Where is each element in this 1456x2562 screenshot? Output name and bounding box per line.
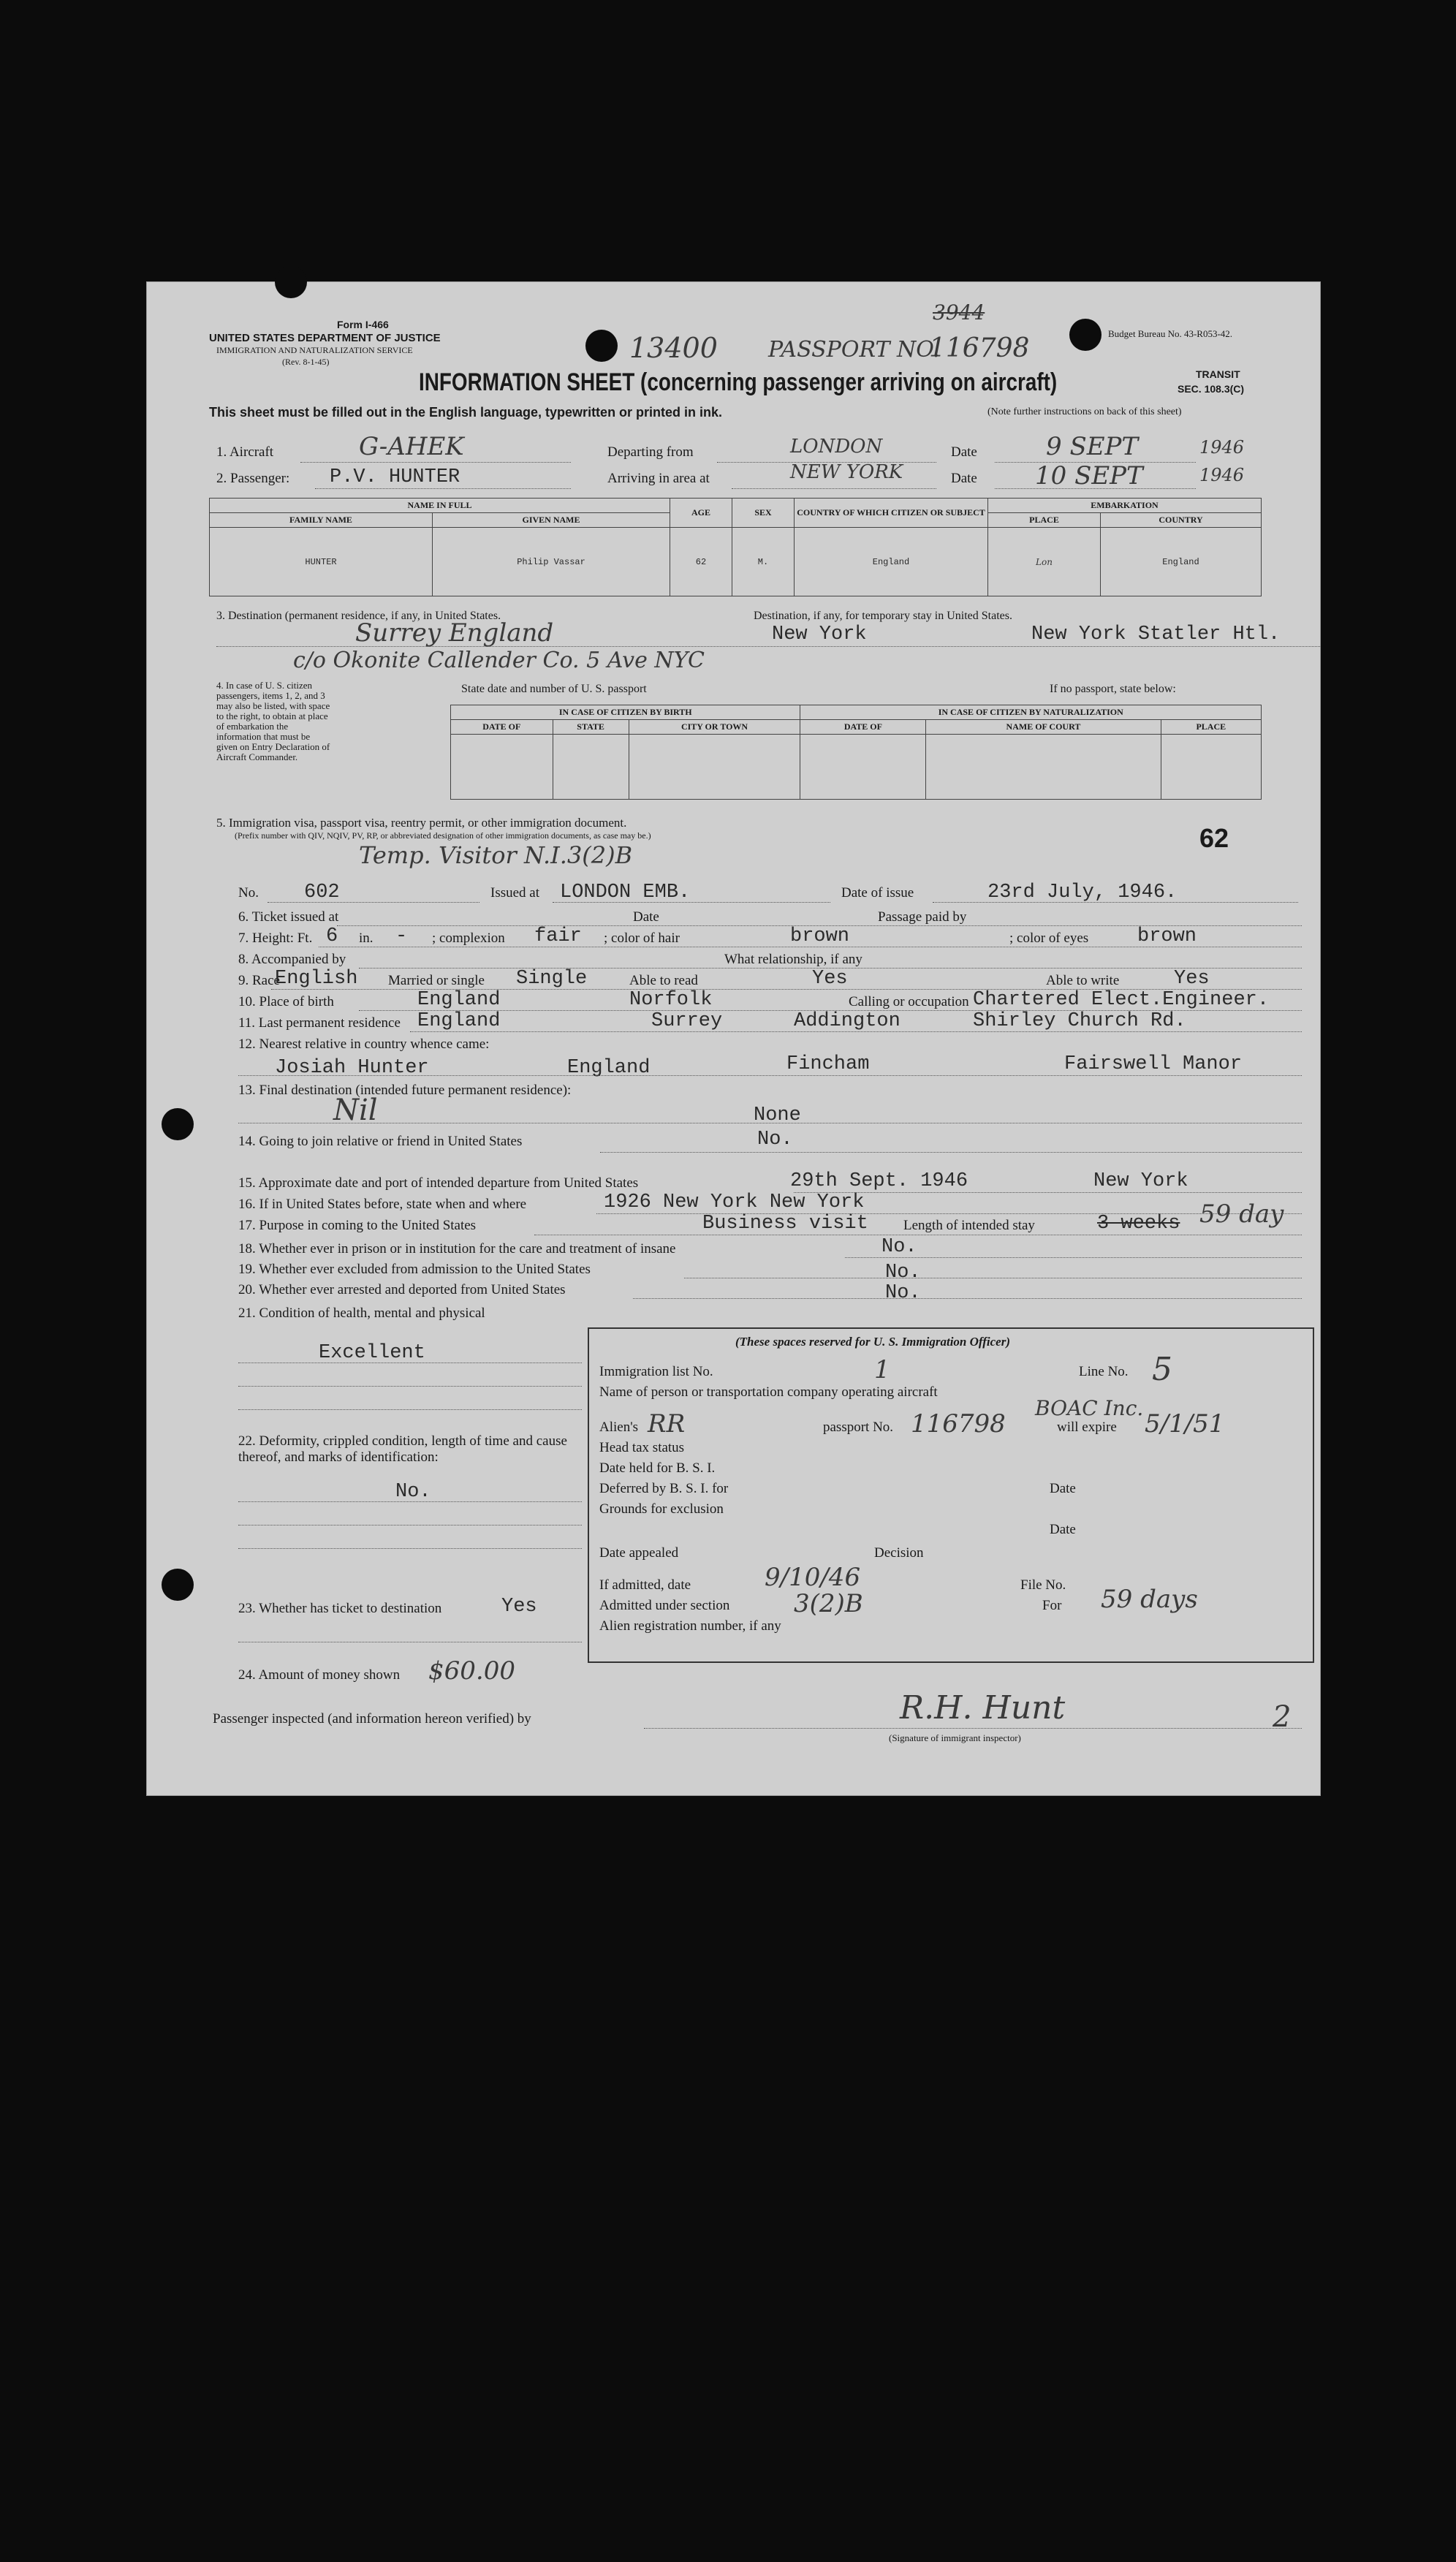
relative-address: Fairswell Manor	[1064, 1053, 1243, 1075]
country2-header: COUNTRY	[1100, 513, 1261, 528]
family-name: HUNTER	[210, 528, 433, 596]
aircraft-value: G-AHEK	[359, 432, 464, 461]
no-passport-label: If no passport, state below:	[1050, 683, 1176, 695]
for-label: For	[1042, 1598, 1062, 1613]
transit-label: TRANSIT	[1196, 368, 1240, 380]
officer-section	[588, 1327, 1314, 1663]
information-sheet	[146, 281, 1321, 1796]
residence-town: Addington	[794, 1010, 900, 1032]
admitted-for: 59 days	[1101, 1585, 1198, 1614]
able-to-write: Yes	[1174, 968, 1210, 990]
family-name-header: FAMILY NAME	[210, 513, 433, 528]
temp-destination-hotel: New York Statler Htl.	[1031, 624, 1281, 645]
relative-label: 12. Nearest relative in country whence came:	[238, 1036, 490, 1052]
col-place: PLACE	[1161, 720, 1261, 735]
complexion: fair	[534, 925, 582, 947]
height-in: -	[395, 925, 408, 947]
ticket-destination: Yes	[501, 1596, 537, 1618]
age: 62	[670, 528, 732, 596]
immigration-doc-label: 5. Immigration visa, passport visa, reentry permit, or other immigration document.	[216, 816, 627, 830]
officer-heading: (These spaces reserved for U. S. Immigration Officer)	[735, 1335, 1011, 1349]
admitted-section: 3(2)B	[794, 1589, 863, 1618]
admitted-date: 9/10/46	[765, 1563, 861, 1592]
given-name-header: GIVEN NAME	[433, 513, 670, 528]
name-table	[209, 498, 1262, 596]
sex-header: SEX	[732, 499, 795, 528]
arriving-value: NEW YORK	[790, 461, 903, 483]
stay-length: 3 weeks	[1097, 1213, 1180, 1235]
col-date: DATE OF	[451, 720, 553, 735]
ticket-destination-label: 23. Whether has ticket to destination	[238, 1601, 442, 1616]
married-label: Married or single	[388, 973, 485, 988]
us-citizen-instructions: 4. In case of U. S. citizen passengers, items 1, 2, and 3 may also be listed, with space to the right, to obtain at place of embarkation the information that must be given on Entry Declaration of Aircraft Commander.	[216, 680, 330, 762]
punch-hole	[275, 266, 307, 298]
residence-country: England	[417, 1010, 501, 1032]
relative-country: England	[567, 1057, 651, 1079]
deformity: No.	[395, 1481, 431, 1503]
passport-label: PASSPORT NO.	[768, 337, 940, 363]
us-passport-label: State date and number of U. S. passport	[461, 683, 647, 695]
decision-label: Decision	[874, 1545, 924, 1561]
birth-country: England	[417, 989, 501, 1011]
doc-no-label: No.	[238, 885, 259, 901]
arrival-year: 1946	[1199, 465, 1245, 485]
punch-hole	[162, 1108, 194, 1140]
line-no: 5	[1152, 1351, 1172, 1388]
birth-county: Norfolk	[629, 989, 713, 1011]
page-mark: 2	[1273, 1700, 1292, 1734]
deported-label: 20. Whether ever arrested and deported from United States	[238, 1282, 566, 1297]
immigration-doc-note: (Prefix number with QIV, NQIV, PV, RP, or abbreviated designation of other immigration documents, as case may be.)	[235, 830, 651, 841]
citizen-by-birth-header: IN CASE OF CITIZEN BY BIRTH	[451, 705, 800, 720]
list-no-label: Immigration list No.	[599, 1364, 713, 1379]
join-relative: No.	[757, 1129, 793, 1151]
prison-label: 18. Whether ever in prison or in institution for the care and treatment of insane	[238, 1241, 676, 1257]
country-header: COUNTRY OF WHICH CITIZEN OR SUBJECT	[795, 499, 988, 528]
handwritten-address: c/o Okonite Callender Co. 5 Ave NYC	[293, 648, 705, 673]
list-no: 1	[874, 1355, 890, 1384]
destination-value: Surrey England	[355, 618, 554, 648]
doc-no: 602	[304, 882, 340, 903]
able-to-read: Yes	[812, 968, 848, 990]
passport-number: 116798	[929, 333, 1030, 363]
punch-hole	[1069, 319, 1102, 351]
health: Excellent	[319, 1342, 425, 1364]
height-in-label: in.	[359, 931, 374, 946]
race-label: 9. Race	[238, 973, 280, 988]
visa-handwritten: Temp. Visitor N.I.3(2)B	[359, 841, 633, 869]
company: BOAC Inc.	[1035, 1396, 1144, 1420]
excluded: No.	[885, 1262, 921, 1284]
health-label: 21. Condition of health, mental and physical	[238, 1305, 485, 1321]
issue-date-label: Date of issue	[841, 885, 914, 901]
previous-visit-label: 16. If in United States before, state when and where	[238, 1197, 527, 1212]
passenger-label: 2. Passenger:	[216, 471, 290, 486]
purpose-label: 17. Purpose in coming to the United States	[238, 1218, 477, 1233]
inspected-label: Passenger inspected (and information hereon verified) by	[213, 1711, 531, 1727]
eyes-label: ; color of eyes	[1009, 931, 1089, 946]
excluded-label: 19. Whether ever excluded from admission to the United States	[238, 1262, 591, 1277]
relationship-label: What relationship, if any	[724, 952, 862, 967]
read-label: Able to read	[629, 973, 698, 988]
deferred-date-label: Date	[1050, 1481, 1076, 1496]
form-title: INFORMATION SHEET (concerning passenger arriving on aircraft)	[419, 368, 1058, 396]
passage-paid-label: Passage paid by	[878, 909, 967, 925]
struck-number: 3944	[933, 300, 985, 325]
departing-label: Departing from	[607, 444, 694, 460]
citizen-table	[450, 705, 1262, 800]
service: IMMIGRATION AND NATURALIZATION SERVICE	[216, 345, 413, 355]
marital-status: Single	[516, 968, 588, 990]
accompanied-label: 8. Accompanied by	[238, 952, 346, 967]
stamp-number: 13400	[629, 332, 718, 364]
prison: No.	[881, 1236, 917, 1258]
citizen-by-naturalization-header: IN CASE OF CITIZEN BY NATURALIZATION	[800, 705, 1262, 720]
write-label: Able to write	[1046, 973, 1120, 988]
punch-hole	[585, 330, 618, 362]
officer-passport-no: 116798	[911, 1409, 1006, 1439]
company-label: Name of person or transportation company operating aircraft	[599, 1384, 938, 1400]
signature-label: (Signature of immigrant inspector)	[889, 1732, 1021, 1743]
embarkation-country: England	[1100, 528, 1261, 596]
age-header: AGE	[670, 499, 732, 528]
arrival-date: 10 SEPT	[1035, 461, 1143, 490]
departure-label: 15. Approximate date and port of intended departure from United States	[238, 1175, 639, 1191]
grounds-label: Grounds for exclusion	[599, 1501, 724, 1517]
alien-class: RR	[648, 1409, 686, 1439]
alien-label: Alien's	[599, 1420, 639, 1435]
head-tax-label: Head tax status	[599, 1440, 685, 1455]
inspector-signature: R.H. Hunt	[900, 1689, 1066, 1727]
hair-color: brown	[790, 925, 850, 947]
section-label: SEC. 108.3(C)	[1178, 383, 1245, 395]
issued-at: LONDON EMB.	[560, 882, 691, 903]
aircraft-label: 1. Aircraft	[216, 444, 274, 460]
height-ft: 6	[326, 925, 338, 947]
departing-year: 1946	[1199, 437, 1245, 458]
officer-passport-label: passport No.	[823, 1420, 894, 1435]
race: English	[275, 968, 358, 990]
section-label: Admitted under section	[599, 1598, 730, 1613]
deformity-label: 22. Deformity, crippled condition, length of time and cause thereof, and marks of identification:	[238, 1433, 567, 1465]
instructions: This sheet must be filled out in the English language, typewritten or printed in ink.	[209, 405, 723, 420]
form-number: Form I-466	[337, 319, 389, 330]
birthplace-label: 10. Place of birth	[238, 994, 334, 1009]
line-no-label: Line No.	[1079, 1364, 1129, 1379]
citizenship: England	[795, 528, 988, 596]
deported: No.	[885, 1282, 921, 1304]
expire-label: will expire	[1057, 1420, 1117, 1435]
embarkation-header: EMBARKATION	[988, 499, 1262, 513]
height-label: 7. Height: Ft.	[238, 931, 313, 946]
purpose: Business visit	[702, 1213, 868, 1235]
appealed-label: Date appealed	[599, 1545, 679, 1561]
grounds-date-label: Date	[1050, 1522, 1076, 1537]
final-destination-label: 13. Final destination (intended future permanent residence):	[238, 1083, 572, 1098]
col-court: NAME OF COURT	[926, 720, 1161, 735]
hair-label: ; color of hair	[604, 931, 680, 946]
departing-date: 9 SEPT	[1046, 432, 1139, 461]
place-header: PLACE	[988, 513, 1101, 528]
issued-at-label: Issued at	[490, 885, 540, 901]
note: (Note further instructions on back of this sheet)	[987, 406, 1182, 417]
col-state: STATE	[553, 720, 629, 735]
deferred-label: Deferred by B. S. I. for	[599, 1481, 729, 1496]
join-relative-label: 14. Going to join relative or friend in United States	[238, 1134, 523, 1149]
final-destination-handwritten: Nil	[333, 1094, 378, 1127]
given-name: Philip Vassar	[433, 528, 670, 596]
admitted-label: If admitted, date	[599, 1577, 691, 1593]
alien-reg-label: Alien registration number, if any	[599, 1618, 781, 1634]
final-destination: None	[754, 1104, 801, 1126]
residence-street: Shirley Church Rd.	[973, 1010, 1186, 1032]
departing-value: LONDON	[790, 436, 883, 458]
arrival-date-label: Date	[951, 471, 977, 486]
file-no-label: File No.	[1020, 1577, 1066, 1593]
relative-town: Fincham	[786, 1053, 870, 1075]
passenger-value: P.V. HUNTER	[330, 466, 460, 488]
arriving-label: Arriving in area at	[607, 471, 710, 486]
last-residence-label: 11. Last permanent residence	[238, 1015, 401, 1031]
embarkation-place: Lon	[988, 528, 1101, 596]
money-label: 24. Amount of money shown	[238, 1667, 401, 1683]
occupation: Chartered Elect.Engineer.	[973, 989, 1270, 1011]
punch-hole	[162, 1569, 194, 1601]
destination-label: 3. Destination (permanent residence, if any, in United States.	[216, 610, 501, 622]
col-date2: DATE OF	[800, 720, 926, 735]
issue-date: 23rd July, 1946.	[987, 882, 1178, 903]
ticket-label: 6. Ticket issued at	[238, 909, 339, 925]
department: UNITED STATES DEPARTMENT OF JUSTICE	[209, 332, 441, 344]
col-city: CITY OR TOWN	[629, 720, 800, 735]
occupation-label: Calling or occupation	[849, 994, 969, 1009]
temp-destination-state: New York	[772, 624, 867, 645]
ticket-date-label: Date	[633, 909, 659, 925]
temp-destination-label: Destination, if any, for temporary stay in United States.	[754, 610, 1012, 622]
date-label: Date	[951, 444, 977, 460]
eye-color: brown	[1137, 925, 1197, 947]
budget-approval: Budget Bureau No. 43-R053-42.	[1108, 328, 1233, 339]
complexion-label: ; complexion	[432, 931, 505, 946]
departure-port: New York	[1093, 1170, 1188, 1192]
stay-length-label: Length of intended stay	[903, 1218, 1035, 1233]
name-in-full-header: NAME IN FULL	[210, 499, 670, 513]
expire-date: 5/1/51	[1145, 1409, 1225, 1439]
page-number: 62	[1199, 823, 1229, 853]
relative-name: Josiah Hunter	[275, 1057, 429, 1079]
revision: (Rev. 8-1-45)	[282, 357, 330, 367]
stay-length-handwritten: 59 day	[1199, 1199, 1284, 1229]
departure-date: 29th Sept. 1946	[790, 1170, 968, 1192]
money: $60.00	[428, 1656, 515, 1686]
sex: M.	[732, 528, 795, 596]
previous-visit: 1926 New York New York	[604, 1191, 865, 1213]
bsi-label: Date held for B. S. I.	[599, 1460, 716, 1476]
residence-county: Surrey	[651, 1010, 723, 1032]
